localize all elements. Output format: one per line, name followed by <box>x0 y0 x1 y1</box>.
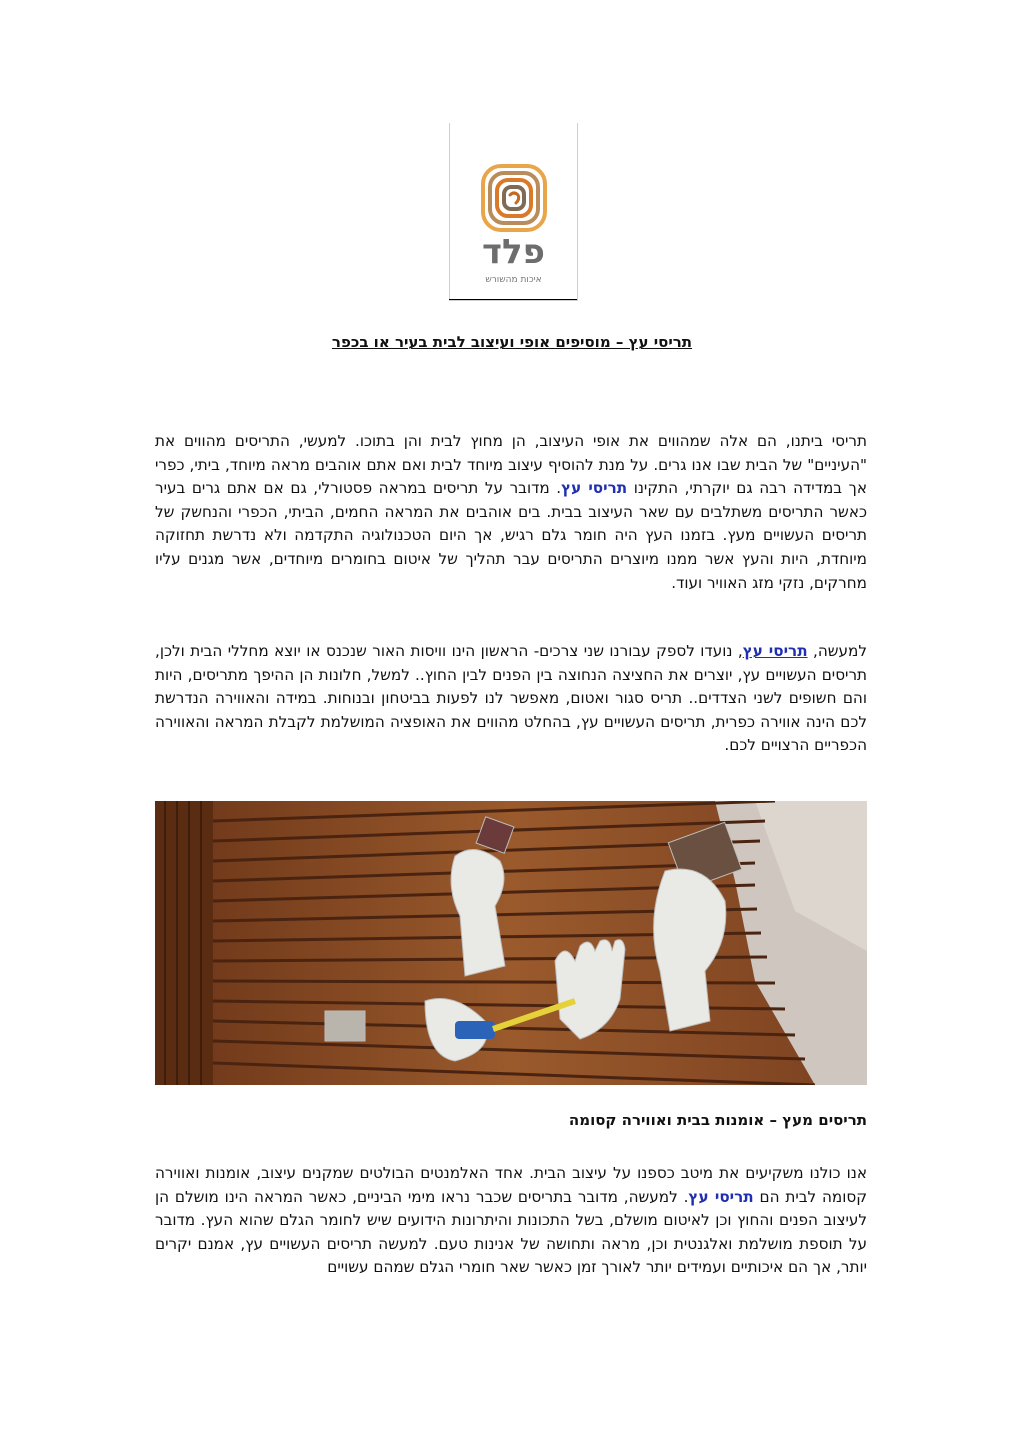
fingerprint-icon <box>450 123 577 233</box>
third-text-end: . למעשה, מדובר בתריסים שכבר נראו מימי הביניים, כאשר המראה הינו מושלם הן לעיצוב הפנים והחוץ וכן לאיטום מושלם, בשל התכונות והיתרונות הידועים שיש לחומר הגלם שהוא העץ. מדובר על תוספת מושלמת ואלגנטית וכן, מראה ותחושה של אנינות טעם. למעשה תריסים העשויים עץ, אמנם יקרים יותר, אך הם איכותיים ועמידים יותר לאורך זמן כאשר שאר חומרי הגלם שמהם עשויים <box>155 1187 867 1277</box>
logo-underline <box>449 299 577 300</box>
second-text-start: למעשה, <box>807 642 867 660</box>
keyword-wooden-shutters: תריסי עץ <box>561 479 628 498</box>
second-text-end: , נועדו לספק עבורנו שני צרכים- הראשון הינו וויסות האור שנכנס או יוצא מחללי הבית ולכן, תריסים העשויים עץ, יוצרים את החציצה הנחוצה בין הפנים לבין החוץ.. למשל, חלונות הן ההיפך מתריסים, היות והם חשופים לשני הצדדים.. תריס סגור ואטום, מאפשר לנו לפעות בביטחון ובנוחות. במידה והאווירה הנדרשת לכם הינה אווירה כפרית, תריסים העשויים עץ, בהחלט מהווים את האופציה המושלמת לקבלת המראה והאווירה הכפריים הרצויים לכם. <box>155 642 867 755</box>
keyword-wooden-shutters-2: תריסי עץ <box>688 1187 754 1206</box>
second-paragraph <box>155 640 867 758</box>
page-title: תריסי עץ – מוסיפים אופי ועיצוב לבית בעיר או בכפר <box>331 333 693 351</box>
logo-wordmark: פלד <box>482 232 545 272</box>
logo-tagline: איכות מהשורש <box>485 275 542 285</box>
intro-text-start: תריסי ביתנו, הם אלה שמהווים את אופי העיצוב, הן מחוץ לבית והן בתוכו. למעשי, התריסים מהווים את "העיניים" של הבית שבו אנו גרים. על מנת להוסיף עיצוב מיוחד לבית ואם אתם אוהבים מראה מיוחד, ביתי, כפרי אך במדידה רבה גם יוקרתי, התקינו <box>155 432 867 498</box>
wooden-shutters-photo <box>155 801 867 1085</box>
third-paragraph <box>155 1162 867 1280</box>
wooden-shutters-link[interactable]: תריסי עץ <box>742 642 808 660</box>
section-subtitle: תריסים מעץ – אומנות בבית ואווירה קסומה <box>568 1111 867 1129</box>
third-text-start: אנו כולנו משקיעים את מיטב כספנו על עיצוב הבית. אחד האלמנטים הבולטים שמקנים עיצוב, אומנות ואווירה קסומה לבית הם <box>155 1164 867 1206</box>
intro-paragraph <box>155 430 867 595</box>
intro-text-end: . מדובר על תריסים במראה פסטורלי, גם אם אתם גרים בעיר כאשר התריסים משתלבים עם שאר העיצוב בבית. בים אוהבים את המראה החמים, הביתי, הכפרי והנחשק של תריסים העשויים מעץ. בזמנו העץ היה חומר גלם רגיש, אך היום הטכנולוגיה התקדמה ולא נדרשת תחזוקה מיוחדת, היות והעץ אשר ממנו מיוצרים התריסים עבר תהליך של איטום בחומרים מיוחדים, אשר מגנים עליו מחרקים, נזקי מזג האוויר ועוד. <box>155 479 867 592</box>
company-logo <box>449 123 578 301</box>
photo-illustration <box>155 801 867 1085</box>
